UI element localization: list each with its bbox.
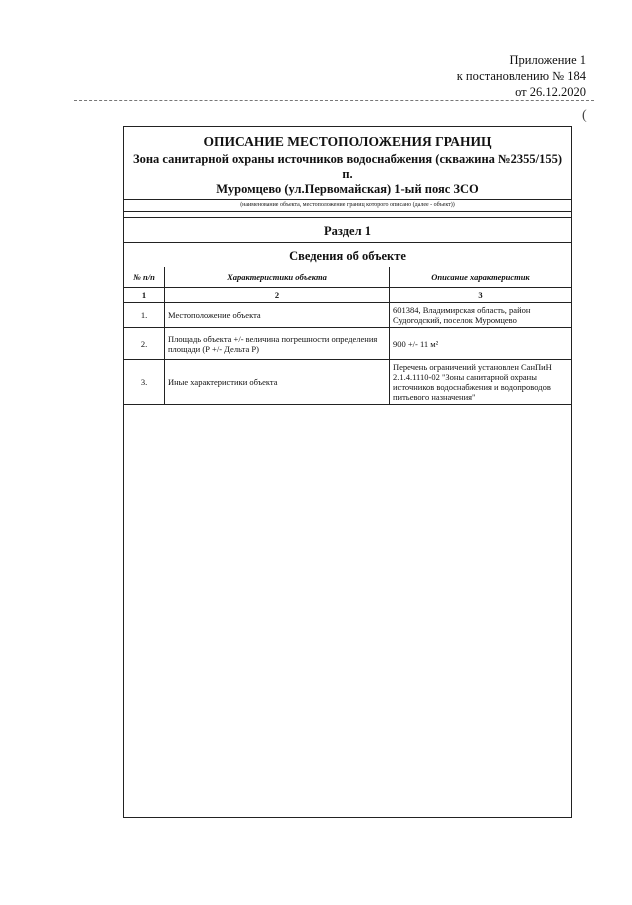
- appendix-line-1: Приложение 1: [509, 53, 586, 67]
- row-number: 3.: [124, 360, 165, 405]
- row-description: Перечень ограничений установлен СанПиН 2.1.4.1110-02 "Зоны санитарной охраны источников водоснабжения и водопроводов питьевого назначения": [390, 360, 572, 405]
- document-title: ОПИСАНИЕ МЕСТОПОЛОЖЕНИЯ ГРАНИЦ: [203, 134, 492, 149]
- appendix-line-2: к постановлению № 184: [456, 69, 586, 83]
- section-subheading: Сведения об объекте: [124, 242, 571, 267]
- row-description: 601384, Владимирская область, район Судогодский, поселок Муромцево: [390, 303, 572, 328]
- appendix-line-3: от 26.12.2020: [515, 85, 586, 99]
- column-numbers-row: [124, 288, 571, 303]
- row-characteristic: Местоположение объекта: [165, 303, 390, 328]
- appendix-header: [457, 52, 586, 100]
- document-frame: [123, 126, 572, 818]
- column-header-num: № п/п: [124, 267, 165, 288]
- title-block: [124, 127, 571, 197]
- subtitle-line-1: Зона санитарной охраны источников водоснабжения (скважина №2355/155) п.: [133, 152, 562, 181]
- object-info-table: [124, 267, 571, 405]
- table-header-row: [124, 267, 571, 288]
- table-row: [124, 360, 571, 405]
- column-number: 1: [124, 288, 165, 303]
- document-subtitle: [124, 150, 571, 197]
- table-row: [124, 328, 571, 360]
- column-header-description: Описание характеристик: [390, 267, 572, 288]
- row-characteristic: Площадь объекта +/- величина погрешности определения площади (Р +/- Дельта Р): [165, 328, 390, 360]
- section-heading: Раздел 1: [124, 217, 571, 242]
- row-description: 900 +/- 11 м²: [390, 328, 572, 360]
- column-number: 3: [390, 288, 572, 303]
- table-row: [124, 303, 571, 328]
- row-number: 1.: [124, 303, 165, 328]
- column-number: 2: [165, 288, 390, 303]
- column-header-characteristic: Характеристики объекта: [165, 267, 390, 288]
- subtitle-line-2: Муромцево (ул.Первомайская) 1-ый пояс ЗСО: [216, 182, 479, 196]
- row-number: 2.: [124, 328, 165, 360]
- row-characteristic: Иные характеристики объекта: [165, 360, 390, 405]
- scan-artifact-line: [74, 100, 594, 101]
- scan-mark: (: [582, 108, 587, 123]
- object-note: (наименование объекта, местоположение границ которого описано (далее - объект)): [124, 199, 571, 211]
